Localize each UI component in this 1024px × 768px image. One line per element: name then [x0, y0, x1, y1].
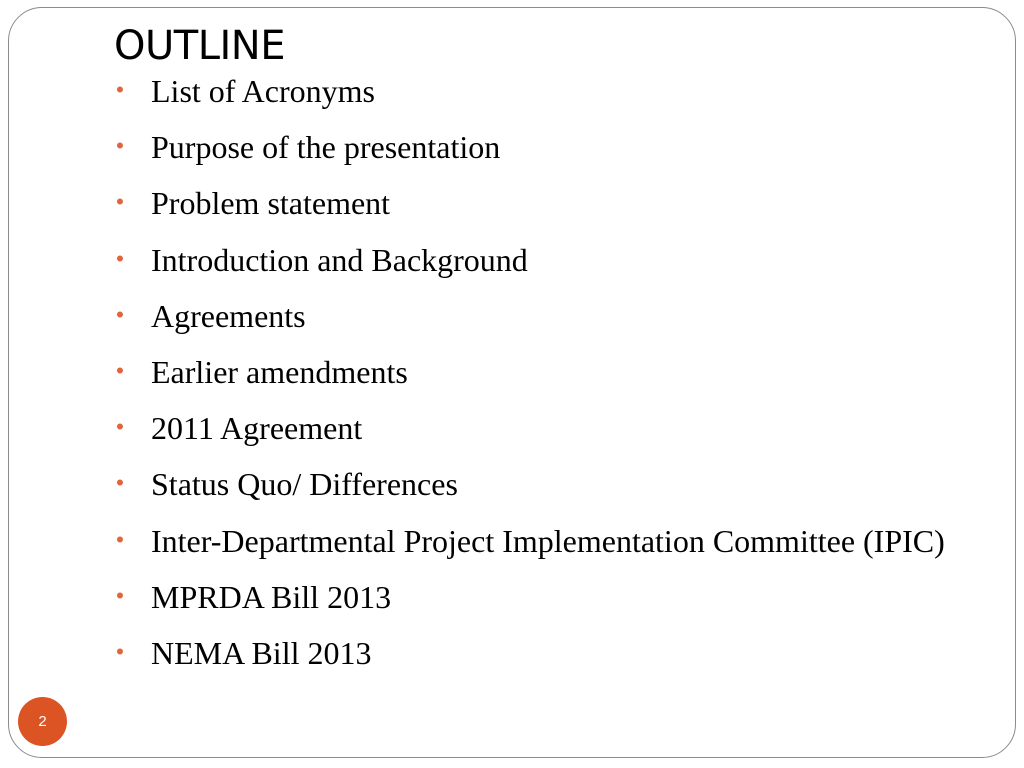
bullet-text: NEMA Bill 2013	[151, 634, 372, 671]
bullet-list	[112, 67, 982, 685]
bullet-text: 2011 Agreement	[151, 410, 363, 447]
bullet-text: Inter-Departmental Project Implementation Committee (IPIC)	[151, 522, 945, 559]
list-item	[112, 123, 982, 171]
list-item	[112, 517, 982, 565]
bullet-icon: •	[116, 77, 124, 102]
bullet-icon: •	[116, 189, 124, 215]
slide-title: OUTLINE	[114, 23, 285, 69]
bullet-text: Problem statement	[151, 185, 391, 222]
bullet-text: List of Acronyms	[151, 73, 375, 109]
list-item	[112, 179, 982, 227]
list-item	[112, 292, 982, 340]
page-number-badge	[18, 697, 67, 746]
bullet-icon: •	[116, 133, 124, 159]
bullet-text: Status Quo/ Differences	[151, 466, 458, 503]
bullet-text: Introduction and Background	[151, 241, 528, 278]
list-item	[112, 404, 982, 452]
bullet-icon: •	[116, 526, 124, 552]
bullet-icon: •	[116, 357, 124, 383]
bullet-icon: •	[116, 582, 124, 608]
list-item	[112, 348, 982, 396]
bullet-icon: •	[116, 301, 124, 327]
bullet-text: Agreements	[151, 297, 306, 334]
bullet-icon: •	[116, 470, 124, 496]
list-item	[112, 629, 982, 677]
bullet-text: Purpose of the presentation	[151, 129, 501, 166]
bullet-icon: •	[116, 245, 124, 271]
bullet-icon: •	[116, 638, 124, 664]
list-item	[112, 573, 982, 621]
bullet-text: MPRDA Bill 2013	[151, 578, 392, 615]
page-number: 2	[38, 713, 47, 730]
bullet-text: Earlier amendments	[151, 353, 408, 390]
list-item	[112, 460, 982, 508]
bullet-icon: •	[116, 414, 124, 440]
list-item	[112, 236, 982, 284]
list-item	[112, 67, 982, 115]
